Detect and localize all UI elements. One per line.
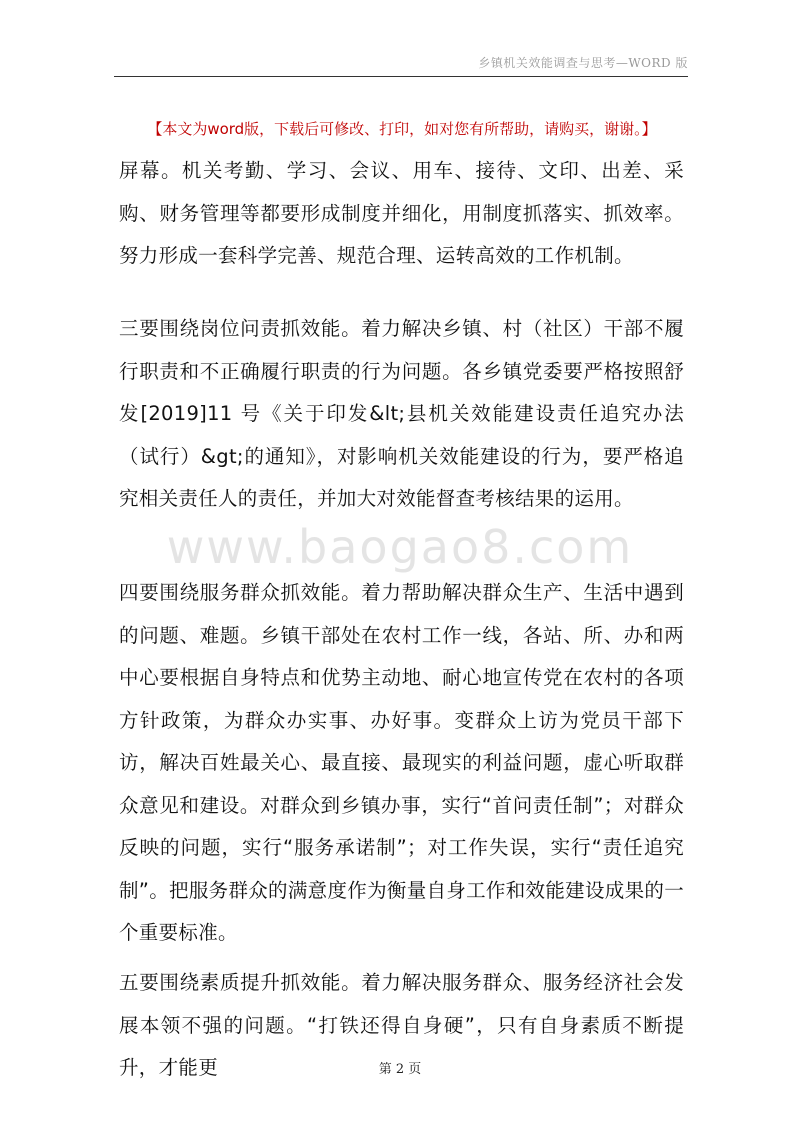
paragraph-3: 四要围绕服务群众抓效能。着力帮助解决群众生产、生活中遇到的问题、难题。乡镇干部处在农村工作一线，各站、所、办和两中心要根据自身特点和优势主动地、耐心地宣传党在农村的各项方针政策，为群众办实事、办好事。变群众上访为党员干部下访，解决百姓最关心、最直接、最现实的利益问题，虚心听取群众意见和建设。对群众到乡镇办事，实行“首问责任制”；对群众反映的问题，实行“服务承诺制”；对工作失误，实行“责任追究制”。把服务群众的满意度作为衡量自身工作和效能建设成果的一个重要标准。 (119, 581, 684, 944)
paragraph-2: 三要围绕岗位问责抓效能。着力解决乡镇、村（社区）干部不履行职责和不正确履行职责的行为问题。各乡镇党委要严格按照舒发[2019]11 号《关于印发&lt;县机关效能建设责任追究办法（试行）&gt;的通知》，对影响机关效能建设的行为，要严格追究相关责任人的责任，并加大对效能督查考核结果的运用。 (119, 317, 684, 510)
paragraph-4: 五要围绕素质提升抓效能。着力解决服务群众、服务经济社会发展本领不强的问题。“打铁还得自身硬”，只有自身素质不断提升，才能更 (119, 971, 684, 1079)
paragraph-1: 屏幕。机关考勤、学习、会议、用车、接待、文印、出差、采购、财务管理等都要形成制度并细化，用制度抓落实、抓效率。努力形成一套科学完善、规范合理、运转高效的工作机制。 (119, 159, 684, 267)
watermark: www.baogao8.com (166, 520, 634, 574)
header-divider (114, 76, 688, 77)
page-number: 第 2 页 (378, 1062, 422, 1077)
download-notice: 【本文为word版，下载后可修改、打印，如对您有所帮助，请购买，谢谢。】 (147, 120, 657, 138)
document-header-title: 乡镇机关效能调查与思考—WORD 版 (478, 56, 688, 70)
